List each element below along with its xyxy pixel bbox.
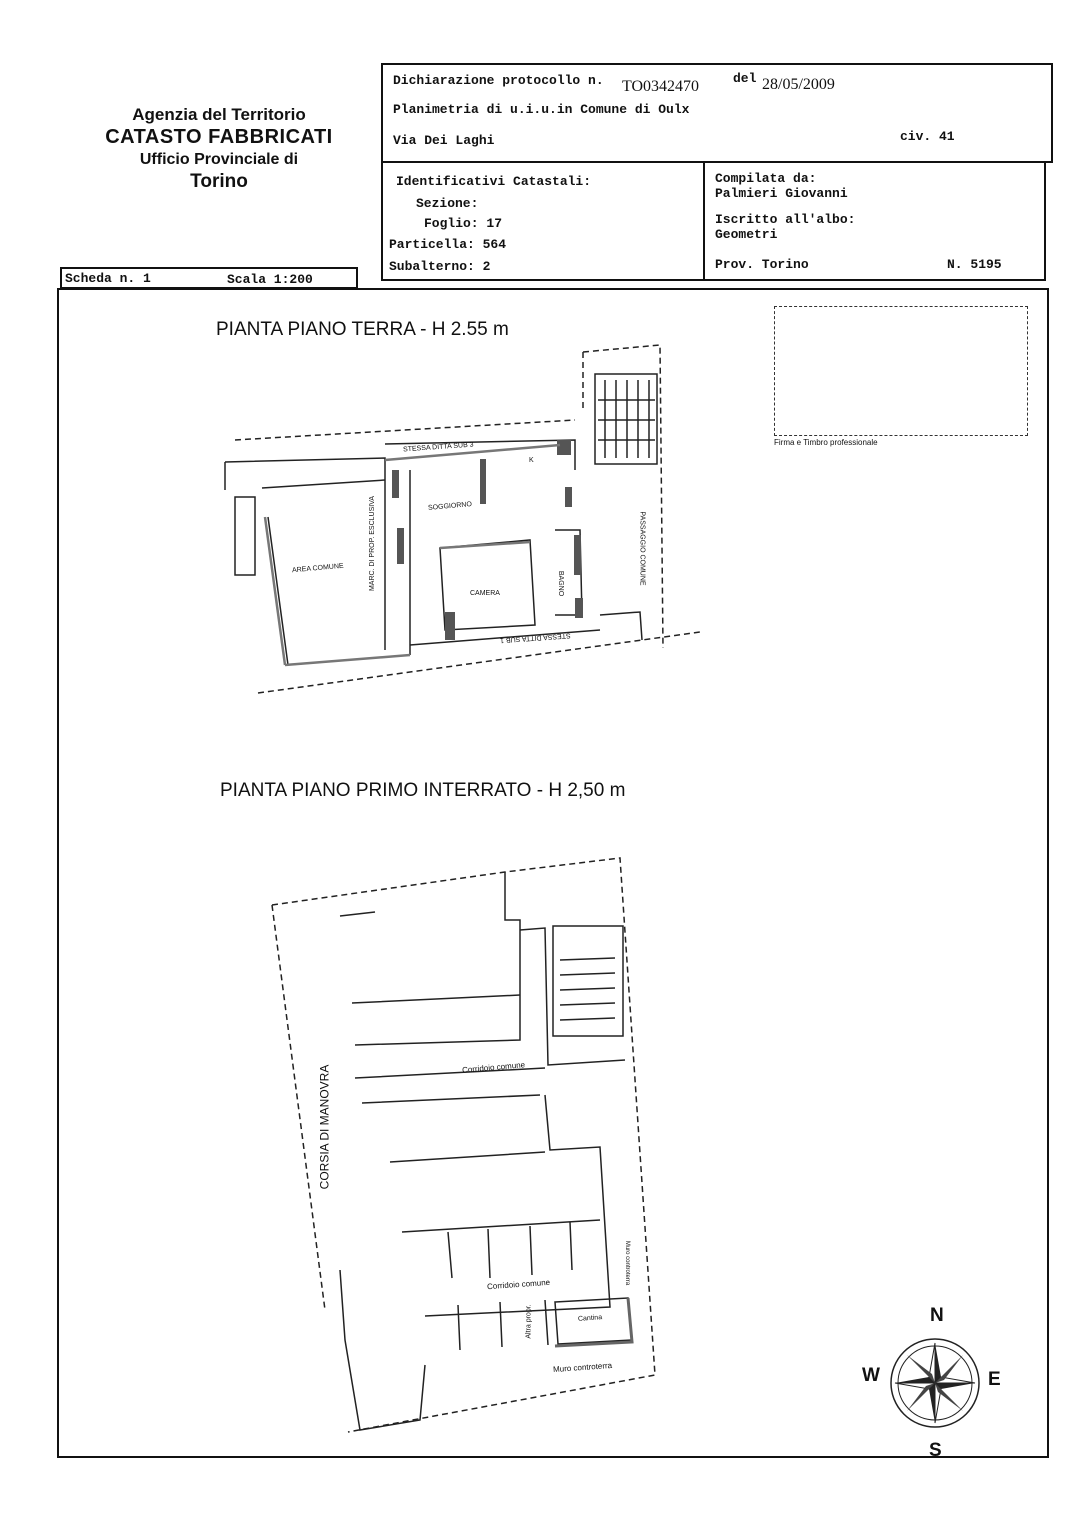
identifiers-title: Identificativi Catastali: — [396, 174, 592, 189]
signature-label: Firma e Timbro professionale — [774, 438, 878, 447]
label-cantina: Cantina — [577, 1314, 603, 1323]
protocol-label: Dichiarazione protocollo n. — [393, 73, 604, 88]
label-k: K — [529, 457, 534, 464]
label-camera: CAMERA — [470, 590, 500, 597]
label-corsia-manovra: CORSIA DI MANOVRA — [317, 1064, 332, 1190]
subalterno-field: Subalterno: 2 — [389, 259, 491, 274]
basement-title: PIANTA PIANO PRIMO INTERRATO - H 2,50 m — [220, 780, 626, 801]
label-muro-controterra: Muro controterra — [552, 1360, 613, 1375]
protocol-date: 28/05/2009 — [762, 76, 835, 93]
ground-floor-title: PIANTA PIANO TERRA - H 2.55 m — [216, 319, 509, 340]
agency-name: Agenzia del Territorio — [132, 105, 306, 124]
label-passaggio-comune: PASSAGGIO COMUNE — [638, 511, 646, 586]
label-corridoio-comune-1: Corridoio comune — [461, 1060, 526, 1075]
register-value: Geometri — [715, 227, 778, 242]
scheda-number: Scheda n. 1 — [65, 271, 151, 286]
date-label: del — [733, 71, 757, 86]
label-corridoio-comune-2: Corridoio comune — [486, 1277, 551, 1292]
particella-field: Particella: 564 — [389, 237, 507, 252]
civic-number: civ. 41 — [900, 129, 955, 144]
office-city: Torino — [190, 171, 248, 193]
compass-rose — [891, 1339, 979, 1427]
label-marc-prop-esclusiva: MARC. DI PROP. ESCLUSIVA — [369, 495, 377, 592]
label-area-comune: AREA COMUNE — [291, 562, 344, 575]
label-muro-controterra-vertical: Muro controterra — [624, 1240, 631, 1286]
compass-east: E — [988, 1369, 1001, 1390]
address-text: Via Dei Laghi — [393, 133, 495, 148]
catasto-title: CATASTO FABBRICATI — [105, 126, 333, 149]
office-label: Ufficio Provinciale di — [139, 151, 299, 169]
scale-value: Scala 1:200 — [227, 272, 313, 287]
label-stessa-ditta-sub1: STESSA DITTA SUB 1 — [499, 631, 571, 644]
label-stessa-ditta-sub3: STESSA DITTA SUB 3 — [402, 441, 474, 454]
label-bagno: BAGNO — [557, 570, 565, 597]
compiler-label: Compilata da: — [715, 171, 817, 186]
label-altra-propr: Altra propr. — [525, 1304, 533, 1339]
province-field: Prov. Torino — [715, 257, 809, 272]
sezione-field: Sezione: — [416, 196, 479, 211]
register-label: Iscritto all'albo: — [715, 212, 856, 227]
protocol-number: TO0342470 — [622, 78, 700, 95]
label-soggiorno: SOGGIORNO — [427, 501, 473, 512]
foglio-field: Foglio: 17 — [424, 216, 503, 231]
compass-north: N — [930, 1305, 944, 1326]
compiler-name: Palmieri Giovanni — [715, 186, 848, 201]
register-number: N. 5195 — [947, 257, 1002, 272]
compass-west: W — [862, 1365, 880, 1386]
planimetry-text: Planimetria di u.i.u.in Comune di Oulx — [393, 102, 690, 117]
compass-south: S — [929, 1440, 942, 1461]
